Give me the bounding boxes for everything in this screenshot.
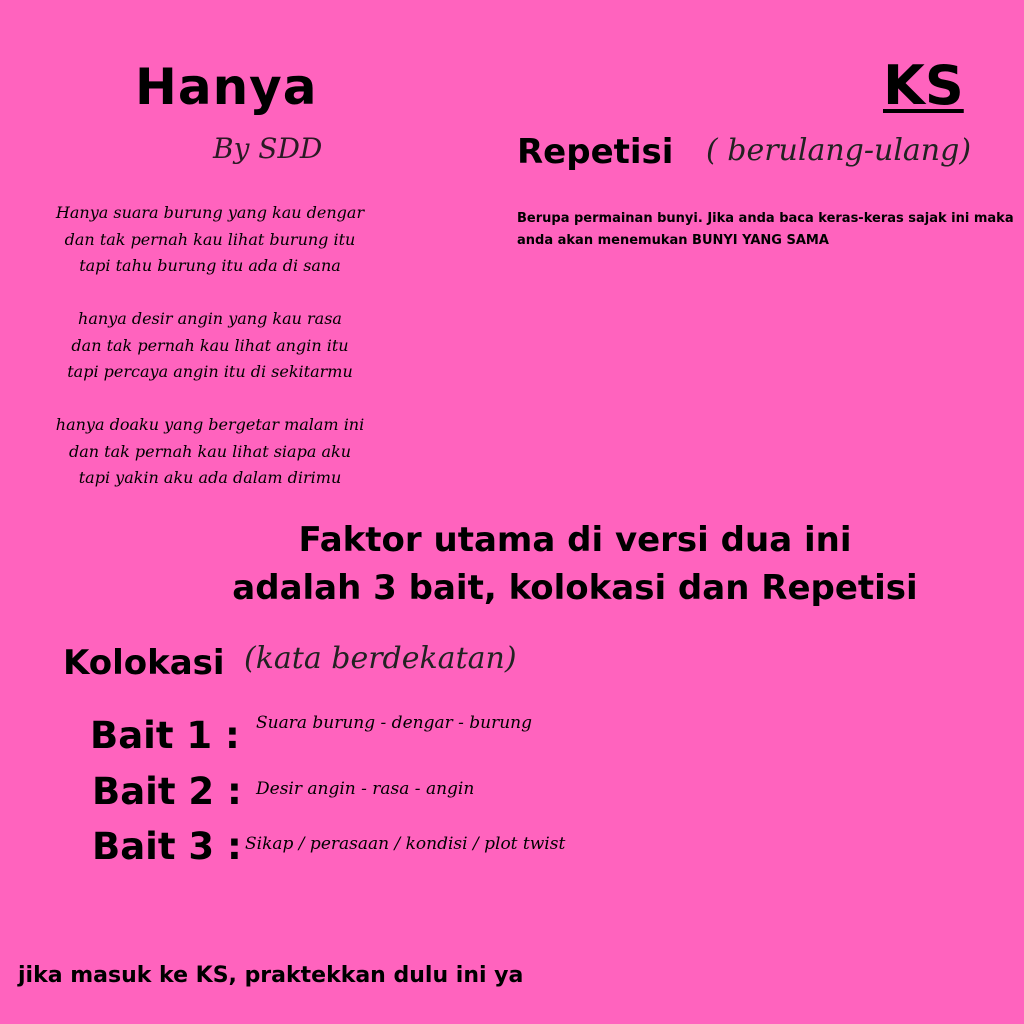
kolokasi-note: (kata berdekatan) [244, 641, 517, 676]
poem-stanza-2 [30, 306, 390, 386]
repetisi-title: Repetisi [517, 132, 674, 172]
poem-byline: By SDD [213, 132, 323, 165]
bait-3-label: Bait 3 : [92, 825, 242, 868]
bait-2-text: Desir angin - rasa - angin [256, 779, 475, 799]
poem-line: Hanya suara burung yang kau dengar [55, 203, 365, 222]
bait-3-text: Sikap / perasaan / kondisi / plot twist [245, 834, 566, 854]
poem-line: dan tak pernah kau lihat siapa aku [68, 441, 351, 461]
poem-body [30, 200, 390, 518]
poem-line: hanya doaku yang bergetar malam ini [55, 415, 365, 434]
poem-stanza-1 [30, 200, 390, 280]
faktor-heading [190, 516, 960, 612]
poem-line: dan tak pernah kau lihat angin itu [71, 335, 349, 355]
footer-note: jika masuk ke KS, praktekkan dulu ini ya [18, 963, 524, 988]
poem-stanza-3 [30, 412, 390, 492]
repetisi-description: Berupa permainan bunyi. Jika anda baca keras-keras sajak ini maka anda akan menemukan BUNYI YANG SAMA [517, 211, 1014, 248]
repetisi-note: ( berulang-ulang) [706, 133, 972, 168]
bait-1-text: Suara burung - dengar - burung [256, 713, 533, 733]
poem-line: dan tak pernah kau lihat burung itu [64, 229, 356, 249]
poem-title: Hanya [135, 58, 318, 116]
poem-line: tapi tahu burung itu ada di sana [79, 256, 341, 275]
poem-line: hanya desir angin yang kau rasa [78, 309, 342, 328]
bait-2-label: Bait 2 : [92, 770, 242, 813]
faktor-line: adalah 3 bait, kolokasi dan Repetisi [232, 568, 918, 608]
ks-heading: KS [883, 54, 964, 117]
poem-line: tapi percaya angin itu di sekitarmu [67, 362, 353, 381]
bait-1-label: Bait 1 : [90, 714, 240, 757]
poem-line: tapi yakin aku ada dalam dirimu [78, 468, 342, 487]
kolokasi-title: Kolokasi [63, 643, 225, 683]
faktor-line: Faktor utama di versi dua ini [298, 520, 852, 560]
